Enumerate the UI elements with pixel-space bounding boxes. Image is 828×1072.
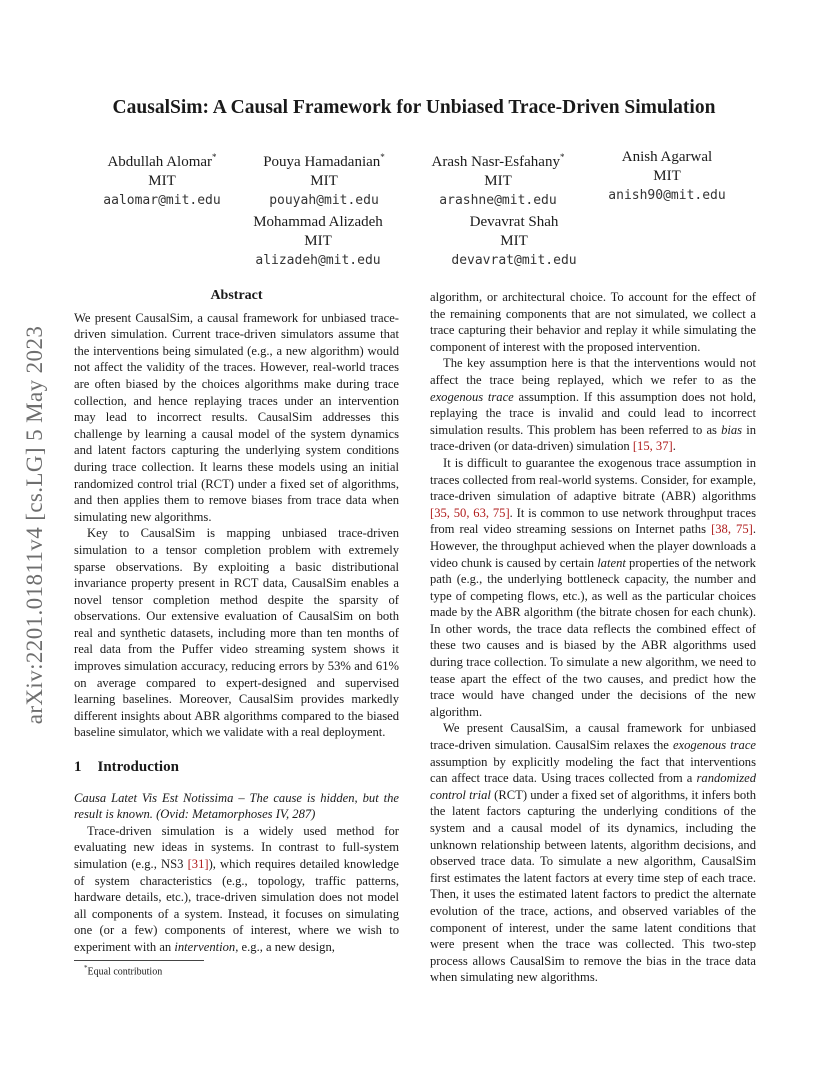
author-block [414,213,614,270]
author-name: Pouya Hamadanian [263,154,381,170]
author-mark: * [212,152,217,162]
section-number: 1 [74,759,82,776]
author-affiliation: MIT [653,168,681,184]
author-affiliation: MIT [310,173,338,189]
citation-link[interactable]: [35, 50, 63, 75] [430,505,510,520]
body-paragraph: It is difficult to guarantee the exogenous trace assumption in traces collected from real-world systems. Consider, for example, trace-driven simulation of adaptive bitrate (ABR) algorithms [35, 50, 63, 75]. It is common to use network throughput traces from real video streaming sessions on Internet paths [38, 75]. However, the throughput achieved when the player downloads a video chunk is caused by certain latent properties of the network path (e.g., the underlying bottleneck capacity, the number and type of competing flows, etc.), as well as the particular choices made by the ABR algorithm (the bitrate chosen for each chunk). In other words, the trace data reflects the combined effect of these two causes and is biased by the ABR algorithms used during trace collection. To simulate a new algorithm, we need to tease apart the effect of the two causes, and predict how the trace would have changed under the decisions of the new algorithm. [430,455,756,719]
left-column [74,288,399,956]
body-paragraph: We present CausalSim, a causal framework for unbiased trace-driven simulation. CausalSim relaxes the exogenous trace assumption by explicitly modeling the fact that interventions can affect trace data. Using traces collected from a randomized control trial (RCT) under a fixed set of algorithms, it infers both the latent factors capturing the underlying conditions of the system and a causal model of its dynamics, including the unknown relationship between latents, algorithm decisions, and observed trace data. To simulate a new algorithm, CausalSim first estimates the latent factors at every time step of each trace. Then, it uses the estimated latent factors to predict the alternate evolution of the trace, actions, and observed variables of the component of interest, under the same latent conditions that were present when the trace was collected. This two-step process allows CausalSim to remove the bias in the trace data when simulating new algorithms. [430,721,756,985]
body-paragraph: algorithm, or architectural choice. To account for the effect of the remaining components that are not simulated, we collect a trace capturing their behavior and replay it while simulating the component of interest with the proposed intervention. [430,290,756,354]
author-affiliation: MIT [484,173,512,189]
footnote [84,964,162,977]
section-title: Introduction [97,759,179,776]
author-block [218,213,418,270]
author-name: Devavrat Shah [469,214,559,230]
paper-title: CausalSim: A Causal Framework for Unbiased Trace-Driven Simulation [112,97,716,118]
author-name: Anish Agarwal [621,149,713,165]
author-name: Mohammad Alizadeh [253,214,383,230]
author-email: pouyah@mit.edu [269,193,379,208]
author-name: Abdullah Alomar [107,154,213,170]
citation-link[interactable]: [15, 37] [632,439,673,454]
abstract-paragraph: We present CausalSim, a causal framework for unbiased trace-driven simulation. Current trace-driven simulators assume that the interventions being simulated (e.g., a new algorithm) would not affect the validity of the traces. However, real-world traces are often biased by the choices algorithms make during trace collection, and hence replaying traces under an intervention may lead to incorrect results. CausalSim addresses this challenge by learning a causal model of the system dynamics and latent factors capturing the underlying system conditions during trace collection. It learns these models using an initial randomized control trial (RCT) under a fixed set of algorithms, and then applies them to remove biases from trace data when simulating new algorithms. [74,310,399,524]
abstract-paragraph: Key to CausalSim is mapping unbiased trace-driven simulation to a tensor completion problem with extremely sparse observations. By exploiting a basic distributional invariance property present in RCT data, CausalSim enables a novel tensor completion method despite the sparsity of observations. Our extensive evaluation of CausalSim on both real and synthetic datasets, including more than ten months of real data from the Puffer video streaming system shows it improves simulation accuracy, reducing errors by 53% and 61% on average compared to expert-designed and supervised learning baselines. Moreover, CausalSim provides markedly different insights about ABR algorithms compared to the biased baseline simulator, which we validate with a real deployment. [74,526,399,740]
author-email: anish90@mit.edu [608,188,726,203]
footnote-mark: * [84,964,88,972]
author-mark: * [559,152,565,162]
right-column [430,289,756,986]
author-affiliation: MIT [304,233,332,249]
author-email: devavrat@mit.edu [451,253,577,268]
arxiv-identifier: arXiv:2201.01811v4 [cs.LG] 5 May 2023 [22,325,47,725]
citation-link[interactable]: [38, 75] [711,522,753,537]
section-heading [74,759,399,776]
author-name: Arash Nasr-Esfahany [431,154,560,170]
author-mark: * [380,152,385,162]
author-email: alizadeh@mit.edu [255,253,381,268]
author-email: arashne@mit.edu [439,193,557,208]
body-paragraph: The key assumption here is that the interventions would not affect the trace being replayed, which we refer to as the exogenous trace assumption. If this assumption does not hold, replaying the trace is invalid and could lead to incorrect simulation results. This problem has been referred to as bias in trace-driven (or data-driven) simulation [15, 37]. [430,356,757,454]
footnote-rule [74,960,204,961]
citation-link[interactable]: [31] [187,857,209,871]
author-block [567,148,767,205]
abstract-heading: Abstract [210,288,263,303]
author-block [224,148,424,210]
body-paragraph: Trace-driven simulation is a widely used method for evaluating new ideas in systems. In contrast to full-system simulation (e.g., NS3 [31]), which requires detailed knowledge of system characteristics (e.g., topology, traffic patterns, hardware details, etc.), trace-driven simulation does not model all components of a system. Instead, it focuses on simulating one (or a few) components of interest, where we wish to experiment with an intervention, e.g., a new design, [74,823,399,954]
author-email: aalomar@mit.edu [103,193,221,208]
footnote-text: Equal contribution [87,966,163,978]
author-affiliation: MIT [500,233,528,249]
author-affiliation: MIT [148,173,176,189]
arxiv-sidebar [22,285,48,765]
epigraph: Causa Latet Vis Est Notissima – The cause is hidden, but the result is known. (Ovid: Metamorphoses IV, 287) [74,790,399,822]
